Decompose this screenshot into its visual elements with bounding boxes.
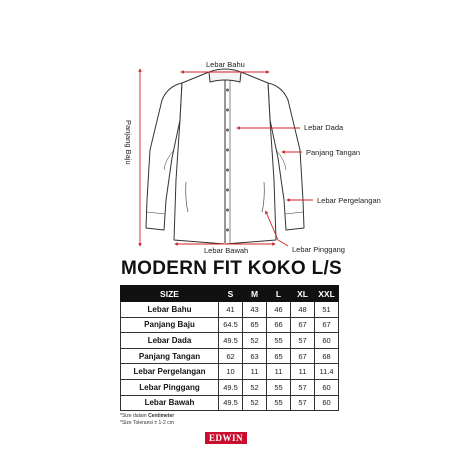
cell: 52	[243, 333, 267, 349]
cell: 67	[291, 348, 315, 364]
cell: 43	[243, 302, 267, 318]
cell: 55	[267, 333, 291, 349]
table-row	[121, 302, 339, 318]
cell: 49.5	[219, 333, 243, 349]
cell: 66	[267, 317, 291, 333]
label-panjang-baju: Panjang Baju	[124, 120, 133, 165]
cell: 60	[315, 333, 339, 349]
header-size: SIZE	[121, 286, 219, 302]
cell: 49.5	[219, 379, 243, 395]
cell: 49.5	[219, 395, 243, 411]
note-unit-prefix: *Size dalam	[120, 413, 149, 419]
label-lebar-pinggang: Lebar Pinggang	[292, 245, 345, 254]
shirt-outline	[146, 69, 304, 244]
cell: 60	[315, 379, 339, 395]
table-row	[121, 364, 339, 380]
cell: 11	[243, 364, 267, 380]
cell: 41	[219, 302, 243, 318]
edwin-logo: EDWIN	[205, 432, 247, 444]
note-tolerance: *Size Toleransi ± 1-2 cm	[120, 419, 174, 426]
table-row	[121, 333, 339, 349]
cell: 64.5	[219, 317, 243, 333]
row-label: Lebar Dada	[121, 333, 219, 349]
cell: 46	[267, 302, 291, 318]
cell: 63	[243, 348, 267, 364]
cell: 55	[267, 379, 291, 395]
label-lebar-pergelangan: Lebar Pergelangan	[317, 196, 381, 205]
table-header-row	[121, 286, 339, 302]
cell: 48	[291, 302, 315, 318]
size-notes	[120, 413, 174, 426]
page-title: MODERN FIT KOKO L/S	[121, 258, 343, 279]
cell: 11.4	[315, 364, 339, 380]
table-row	[121, 317, 339, 333]
row-label: Lebar Pergelangan	[121, 364, 219, 380]
note-unit	[120, 413, 174, 420]
row-label: Lebar Bawah	[121, 395, 219, 411]
cell: 67	[315, 317, 339, 333]
label-lebar-bawah: Lebar Bawah	[204, 246, 249, 255]
cell: 65	[267, 348, 291, 364]
cell: 52	[243, 395, 267, 411]
cell: 11	[267, 364, 291, 380]
cell: 57	[291, 333, 315, 349]
note-unit-value: Centimeter	[148, 413, 175, 419]
header-m: M	[243, 286, 267, 302]
cell: 60	[315, 395, 339, 411]
size-table	[120, 285, 339, 411]
cell: 11	[291, 364, 315, 380]
cell: 51	[315, 302, 339, 318]
header-xxl: XXL	[315, 286, 339, 302]
label-lebar-dada: Lebar Dada	[304, 123, 344, 132]
cell: 57	[291, 395, 315, 411]
header-l: L	[267, 286, 291, 302]
cell: 68	[315, 348, 339, 364]
table-row	[121, 379, 339, 395]
header-s: S	[219, 286, 243, 302]
header-xl: XL	[291, 286, 315, 302]
cell: 10	[219, 364, 243, 380]
cell: 55	[267, 395, 291, 411]
table-row	[121, 348, 339, 364]
row-label: Panjang Baju	[121, 317, 219, 333]
table-row	[121, 395, 339, 411]
label-panjang-tangan: Panjang Tangan	[306, 148, 361, 157]
cell: 67	[291, 317, 315, 333]
cell: 52	[243, 379, 267, 395]
label-lebar-bahu: Lebar Bahu	[206, 60, 245, 69]
cell: 65	[243, 317, 267, 333]
cell: 62	[219, 348, 243, 364]
row-label: Panjang Tangan	[121, 348, 219, 364]
cell: 57	[291, 379, 315, 395]
row-label: Lebar Pinggang	[121, 379, 219, 395]
row-label: Lebar Bahu	[121, 302, 219, 318]
